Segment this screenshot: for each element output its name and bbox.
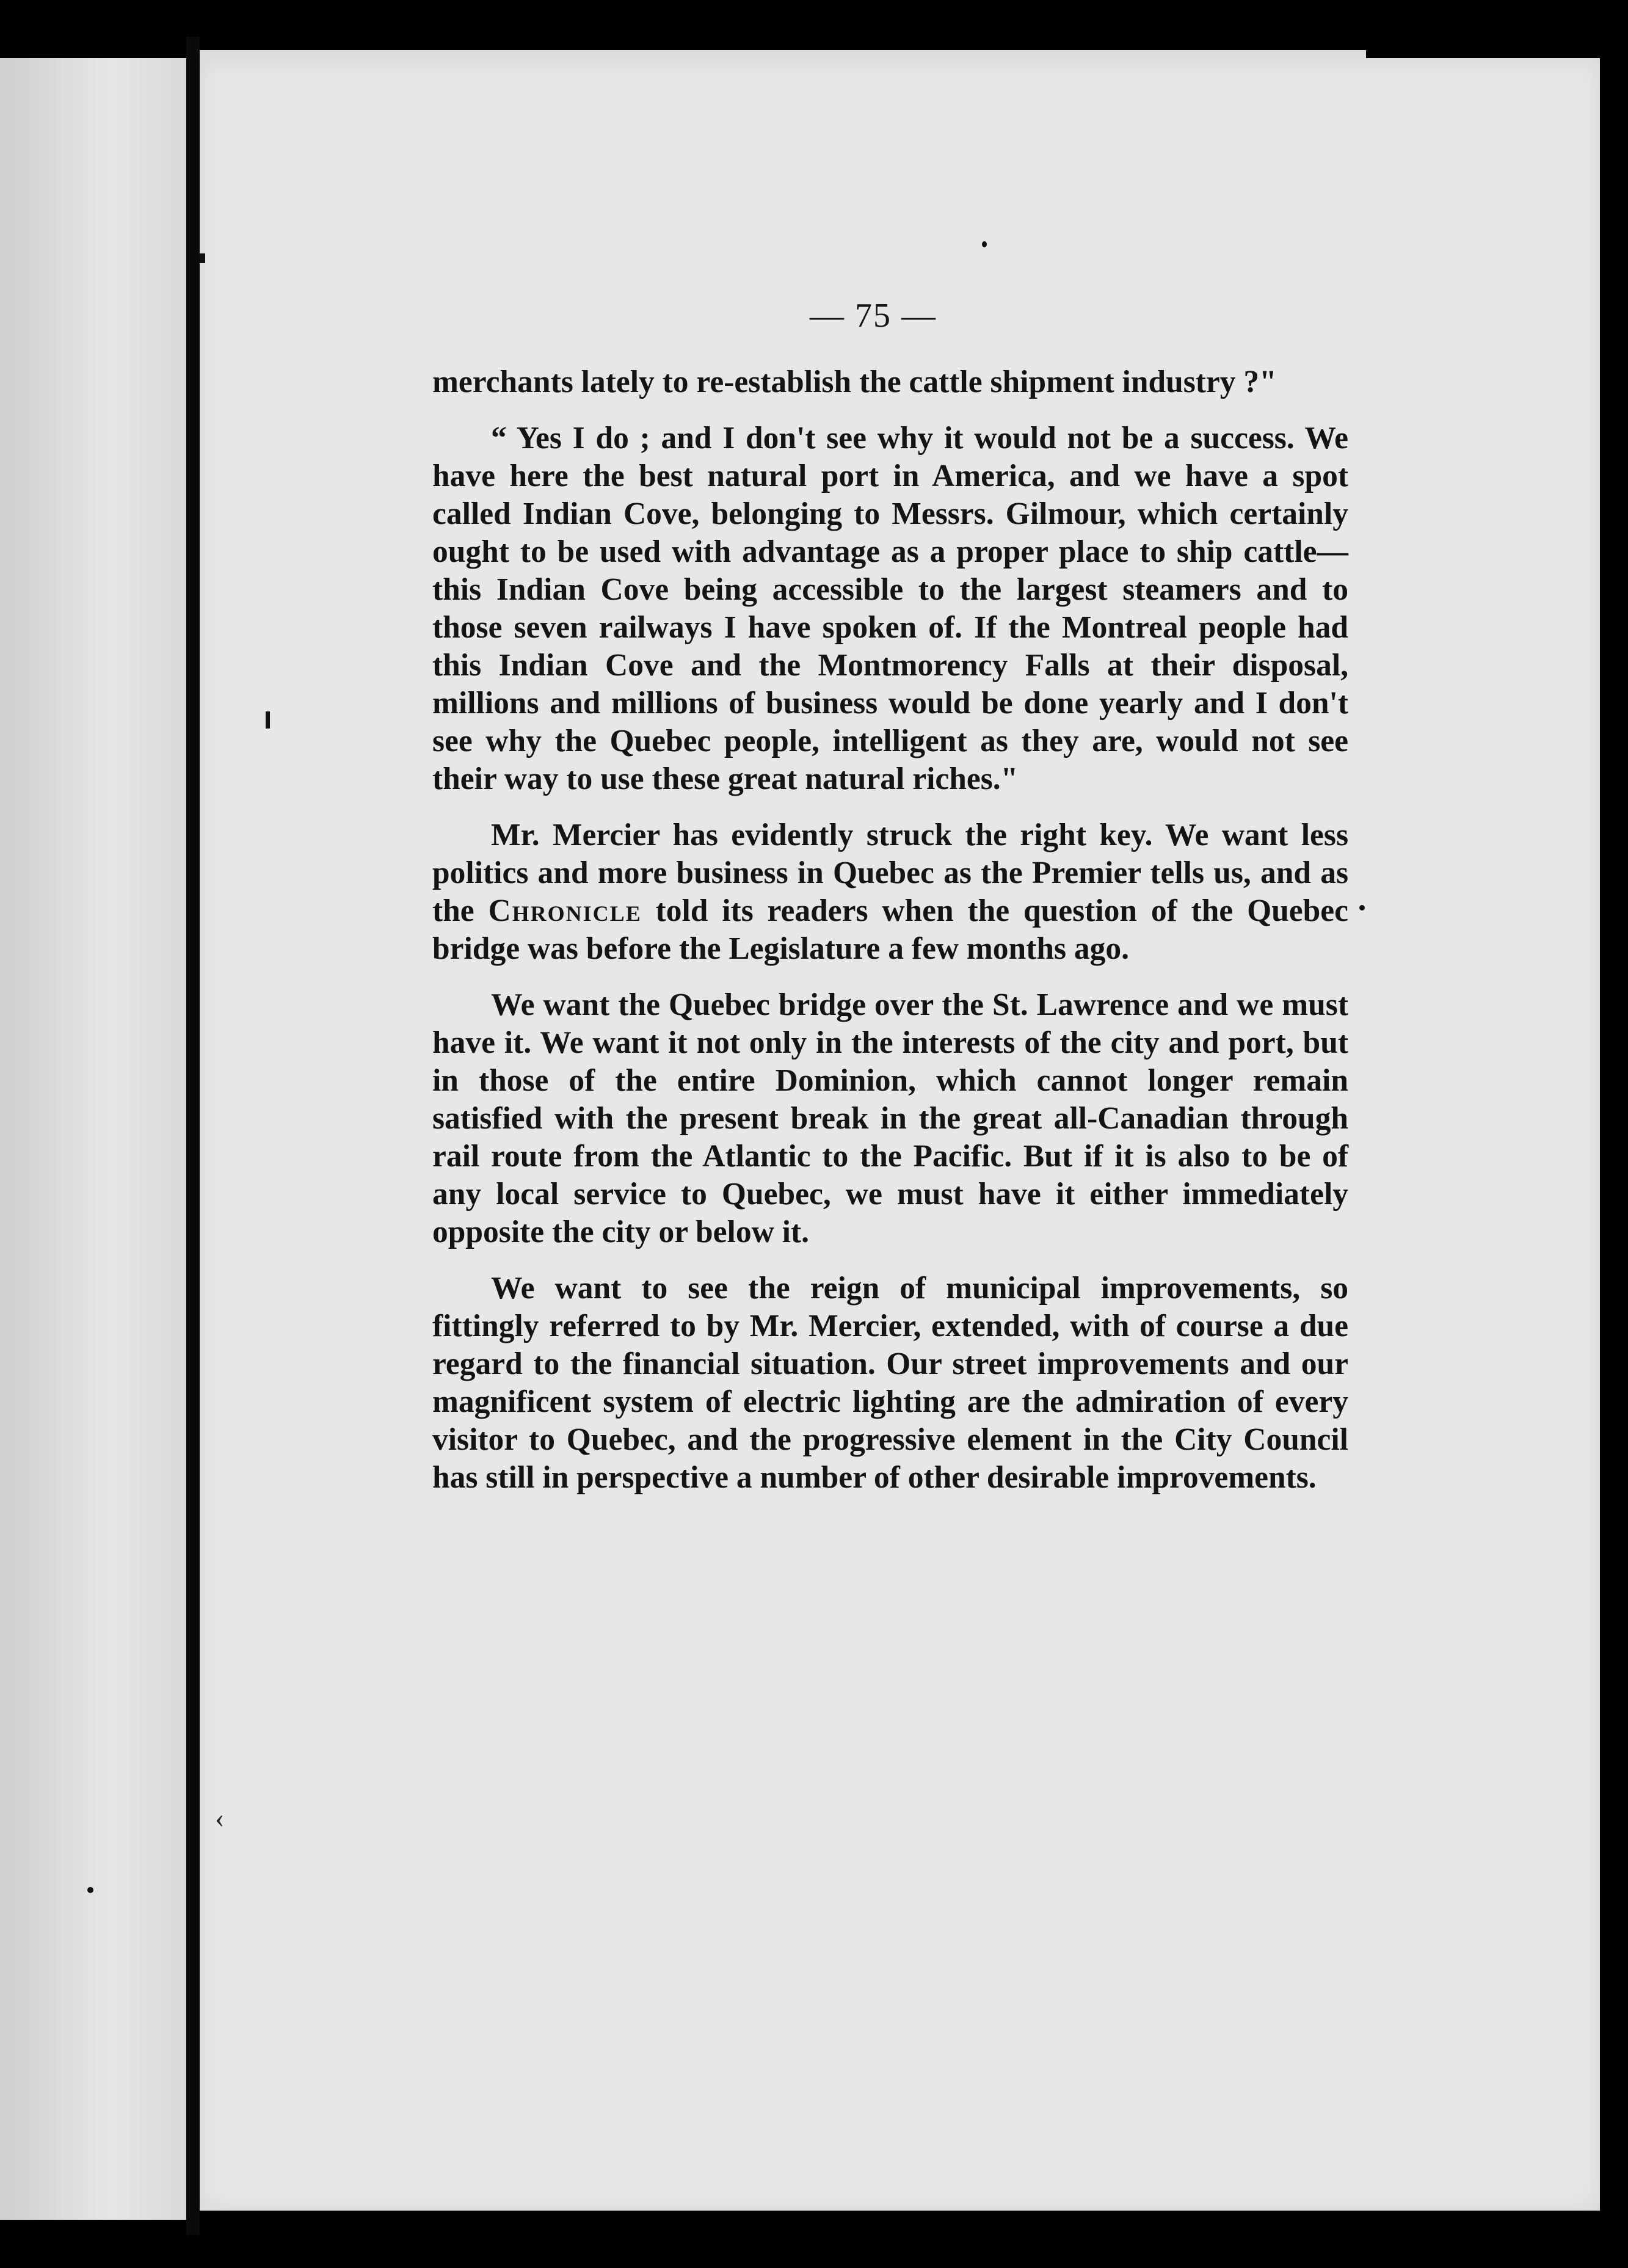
scan-speck bbox=[200, 253, 205, 263]
scan-speck bbox=[266, 711, 270, 729]
paragraph-quote-answer: “ Yes I do ; and I don't see why it would not be a success. We have here the best natural port in America, and we have a spot called Indian Cove, belonging to Messrs. Gilmour, which certainly ought to be used with advantage as a proper place to ship cattle—this Indian Cove being accessible to the largest steamers and to those seven railways I have spoken of. If the Montreal people had this Indian Cove and the Montmorency Falls at their disposal, millions and millions of business would be done yearly and I don't see why the Quebec people, intelligent as they are, would not see their way to use these great natural riches." bbox=[432, 421, 1348, 796]
scan-speck bbox=[87, 1887, 93, 1893]
book-gutter bbox=[186, 37, 200, 2235]
page-body-text bbox=[432, 363, 1348, 1515]
paragraph-text: told its readers when the question of the Quebec bridge was before the Legislature a few months ago. bbox=[432, 893, 1348, 966]
facing-page-edge bbox=[0, 58, 186, 2220]
page-number: — 75 — bbox=[810, 297, 937, 335]
scan-speck bbox=[982, 241, 987, 247]
newspaper-name: Chronicle bbox=[488, 893, 642, 928]
scan-mark: ‹ bbox=[215, 1802, 225, 1833]
scan-speck bbox=[1359, 905, 1365, 910]
paragraph-question-continuation: merchants lately to re-establish the cattle shipment industry ?" bbox=[432, 365, 1277, 399]
paragraph-quebec-bridge: We want the Quebec bridge over the St. Lawrence and we must have it. We want it not only in the interests of the city and port, but in those of the entire Dominion, which cannot longer remain satisfied with the present break in the great all-Canadian through rail route from the Atlantic to the Pacific. But if it is also to be of any local service to Quebec, we must have it either immediately opposite the city or below it. bbox=[432, 987, 1348, 1249]
paragraph-municipal-improvements: We want to see the reign of municipal improvements, so fittingly referred to by Mr. Mercier, extended, with of course a due regard to the financial situation. Our street improvements and our magnificent system of electric lighting are the admiration of every visitor to Quebec, and the progressive element in the City Council has still in perspective a number of other desirable improvements. bbox=[432, 1271, 1348, 1495]
paragraph-text: Mr. Mercier has evidently struck the right key. We want less politics and more business in Quebec as the Premier tells us, and as the bbox=[432, 818, 1348, 928]
paragraph-mercier-key bbox=[432, 816, 1348, 968]
